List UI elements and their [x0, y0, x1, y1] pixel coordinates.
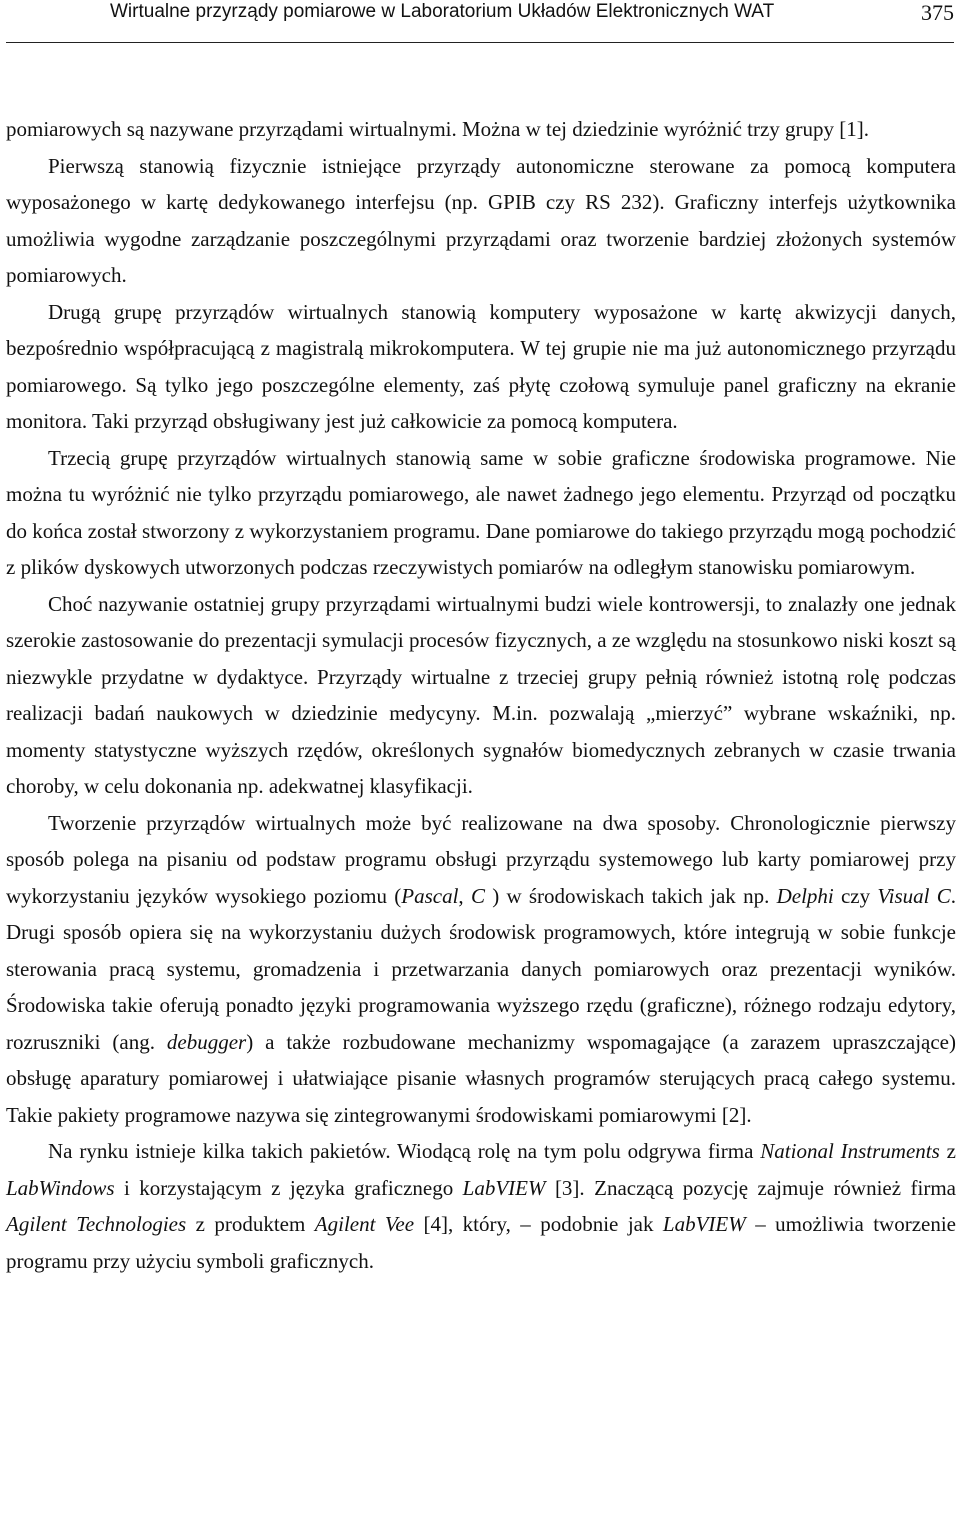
- text-run: z: [939, 1139, 956, 1163]
- paragraph-market-packages: [6, 1133, 956, 1279]
- product-labview: LabVIEW: [662, 1212, 746, 1236]
- company-agilent-technologies: Agilent Technologies: [6, 1212, 187, 1236]
- text-run: – umożliwia tworzenie programu przy użyciu symboli graficznych.: [6, 1212, 957, 1273]
- product-agilent-vee: Agilent Vee: [314, 1212, 415, 1236]
- text-run: Na rynku istnieje kilka takich pakietów. Wiodącą rolę na tym polu odgrywa firma: [48, 1139, 761, 1163]
- text-run: i korzystającym z języka graficznego: [114, 1175, 463, 1200]
- paragraph-continuation: pomiarowych są nazywane przyrządami wirtualnymi. Można w tej dziedzinie wyróżnić trzy grupy [1].: [6, 117, 870, 141]
- text-run: [4], który, – podobnie jak: [414, 1212, 663, 1236]
- term-debugger: debugger: [166, 1029, 247, 1054]
- paragraph-creation-methods: [6, 805, 956, 1134]
- paragraph-applications: Choć nazywanie ostatniej grupy przyrządami wirtualnymi budzi wiele kontrowersji, to znalazły one jednak szerokie zastosowanie do prezentacji symulacji procesów fizycznych, a ze względu na stosunkowo niski koszt są niezwykle przydatne w dydaktyce. Przyrządy wirtualne z trzeciej grupy pełnią również istotną rolę podczas realizacji badań naukowych w dziedzinie medycyny. M.in. pozwalają „mierzyć” wybrane wskaźniki, np. momenty statystyczne wyższych rzędów, określonych sygnałów biomedycznych zebranych w czasie trwania choroby, w celu dokonania np. adekwatnej klasyfikacji.: [6, 591, 956, 798]
- header-title: Wirtualne przyrządy pomiarowe w Laboratorium Układów Elektronicznych WAT: [110, 1, 775, 22]
- product-labwindows: LabWindows: [6, 1175, 115, 1200]
- text-run: . Drugi sposób opiera się na wykorzystaniu dużych środowisk programowych, które integrują w sobie funkcje sterowania pracą systemu, gromadzenia i przetwarzania danych pomiarowych oraz prezentacji wyników. Środowiska takie oferują ponadto języki programowania wyższego rzędu (graficzne), różnego rodzaju edytory, rozruszniki (ang.: [6, 883, 957, 1054]
- text-run: ,: [458, 883, 471, 908]
- paragraph-first-group: Pierwszą stanowią fizycznie istniejące przyrządy autonomiczne sterowane za pomocą komputera wyposażonego w kartę dedykowanego interfejsu (np. GPIB czy RS 232). Graficzny interfejs użytkownika umożliwia wygodne zarządzanie poszczególnymi przyrządami oraz tworzenie bardziej złożonych systemów pomiarowych.: [6, 153, 956, 287]
- environment-visual-c: Visual C: [877, 883, 951, 908]
- body-text: [6, 111, 956, 1279]
- text-run: Tworzenie przyrządów wirtualnych może być realizowane na dwa sposoby. Chronologicznie pierwszy sposób polega na pisaniu od podstaw programu obsługi przyrządu systemowego lub karty pomiarowej przy wykorzystaniu języków wysokiego poziomu (: [6, 810, 956, 908]
- page-number: 375: [921, 0, 954, 25]
- language-pascal: Pascal: [401, 883, 459, 908]
- text-run: z produktem: [186, 1212, 315, 1236]
- paragraph-third-group: Trzecią grupę przyrządów wirtualnych stanowią same w sobie graficzne środowiska programowe. Nie można tu wyróżnić nie tylko przyrządu pomiarowego, ale nawet żadnego jego elementu. Przyrząd od początku do końca został stworzony z wykorzystaniem programu. Dane pomiarowe do takiego przyrządu mogą pochodzić z plików dyskowych utworzonych podczas rzeczywistych pomiarów na odległym stanowisku pomiarowym.: [6, 445, 956, 579]
- language-c: C: [470, 883, 485, 908]
- text-run: ) a także rozbudowane mechanizmy wspomagające (a zarazem upraszczające) obsługę aparatury pomiarowej i ułatwiające pisanie własnych programów sterujących pracą całego systemu. Takie pakiety programowe nazywa się zintegrowanymi środowiskami pomiarowymi [2].: [6, 1029, 956, 1127]
- paragraph-second-group: Drugą grupę przyrządów wirtualnych stanowią komputery wyposażone w kartę akwizycji danych, bezpośrednio współpracującą z magistralą mikrokomputera. W tej grupie nie ma już autonomicznego przyrządu pomiarowego. Są tylko jego poszczególne elementy, zaś płytę czołową symuluje panel graficzny na ekranie monitora. Taki przyrząd obsługiwany jest już całkowicie za pomocą komputera.: [6, 299, 956, 433]
- header-rule: [6, 42, 954, 43]
- environment-delphi: Delphi: [776, 883, 834, 908]
- text-run: [3]. Znaczącą pozycję zajmuje również firma: [545, 1175, 956, 1200]
- company-national-instruments: National Instruments: [760, 1139, 940, 1163]
- product-labview: LabVIEW: [462, 1175, 546, 1200]
- text-run: ) w środowiskach takich jak np.: [484, 883, 777, 908]
- text-run: czy: [833, 883, 878, 908]
- running-header: [0, 0, 960, 46]
